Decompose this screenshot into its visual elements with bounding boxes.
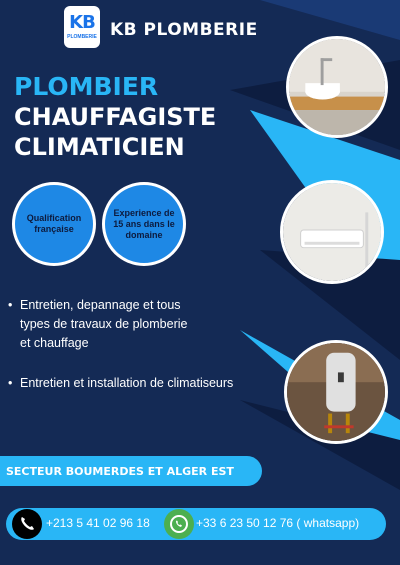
- whatsapp-number[interactable]: +33 6 23 50 12 76 ( whatsapp): [196, 516, 360, 530]
- water-heater-photo: [284, 340, 388, 444]
- service-text: types de travaux de plomberie: [20, 317, 188, 331]
- air-conditioner-photo: [280, 180, 384, 284]
- headline-chauffagiste: CHAUFFAGISTE: [14, 103, 217, 131]
- service-item-plumbing: [8, 296, 278, 353]
- headline-climaticien: CLIMATICIEN: [14, 133, 185, 161]
- headline: [14, 72, 216, 162]
- service-area-banner: SECTEUR BOUMERDES ET ALGER EST: [0, 456, 262, 486]
- logo-subtext: PLOMBERIE: [67, 34, 97, 40]
- experience-badge: Experience de 15 ans dans le domaine: [102, 182, 186, 266]
- phone-number[interactable]: +213 5 41 02 96 18: [46, 516, 150, 530]
- qualification-badge: Qualification française: [12, 182, 96, 266]
- services-list: [8, 296, 278, 390]
- headline-plombier: PLOMBIER: [14, 72, 159, 101]
- whatsapp-icon[interactable]: [164, 509, 194, 539]
- service-text: Entretien, depannage et tous: [20, 298, 181, 312]
- service-item-aircon: [8, 374, 298, 393]
- logo-mark: KB: [69, 12, 95, 33]
- brand-name: KB PLOMBERIE: [110, 20, 258, 40]
- phone-icon[interactable]: [12, 509, 42, 539]
- bullet-dot: •: [8, 376, 13, 390]
- logo: [64, 6, 100, 48]
- bathroom-sink-photo: [286, 36, 388, 138]
- service-text: Entretien et installation de climatiseurs: [20, 376, 234, 390]
- bullet-dot: •: [8, 298, 13, 312]
- service-text: et chauffage: [20, 336, 89, 350]
